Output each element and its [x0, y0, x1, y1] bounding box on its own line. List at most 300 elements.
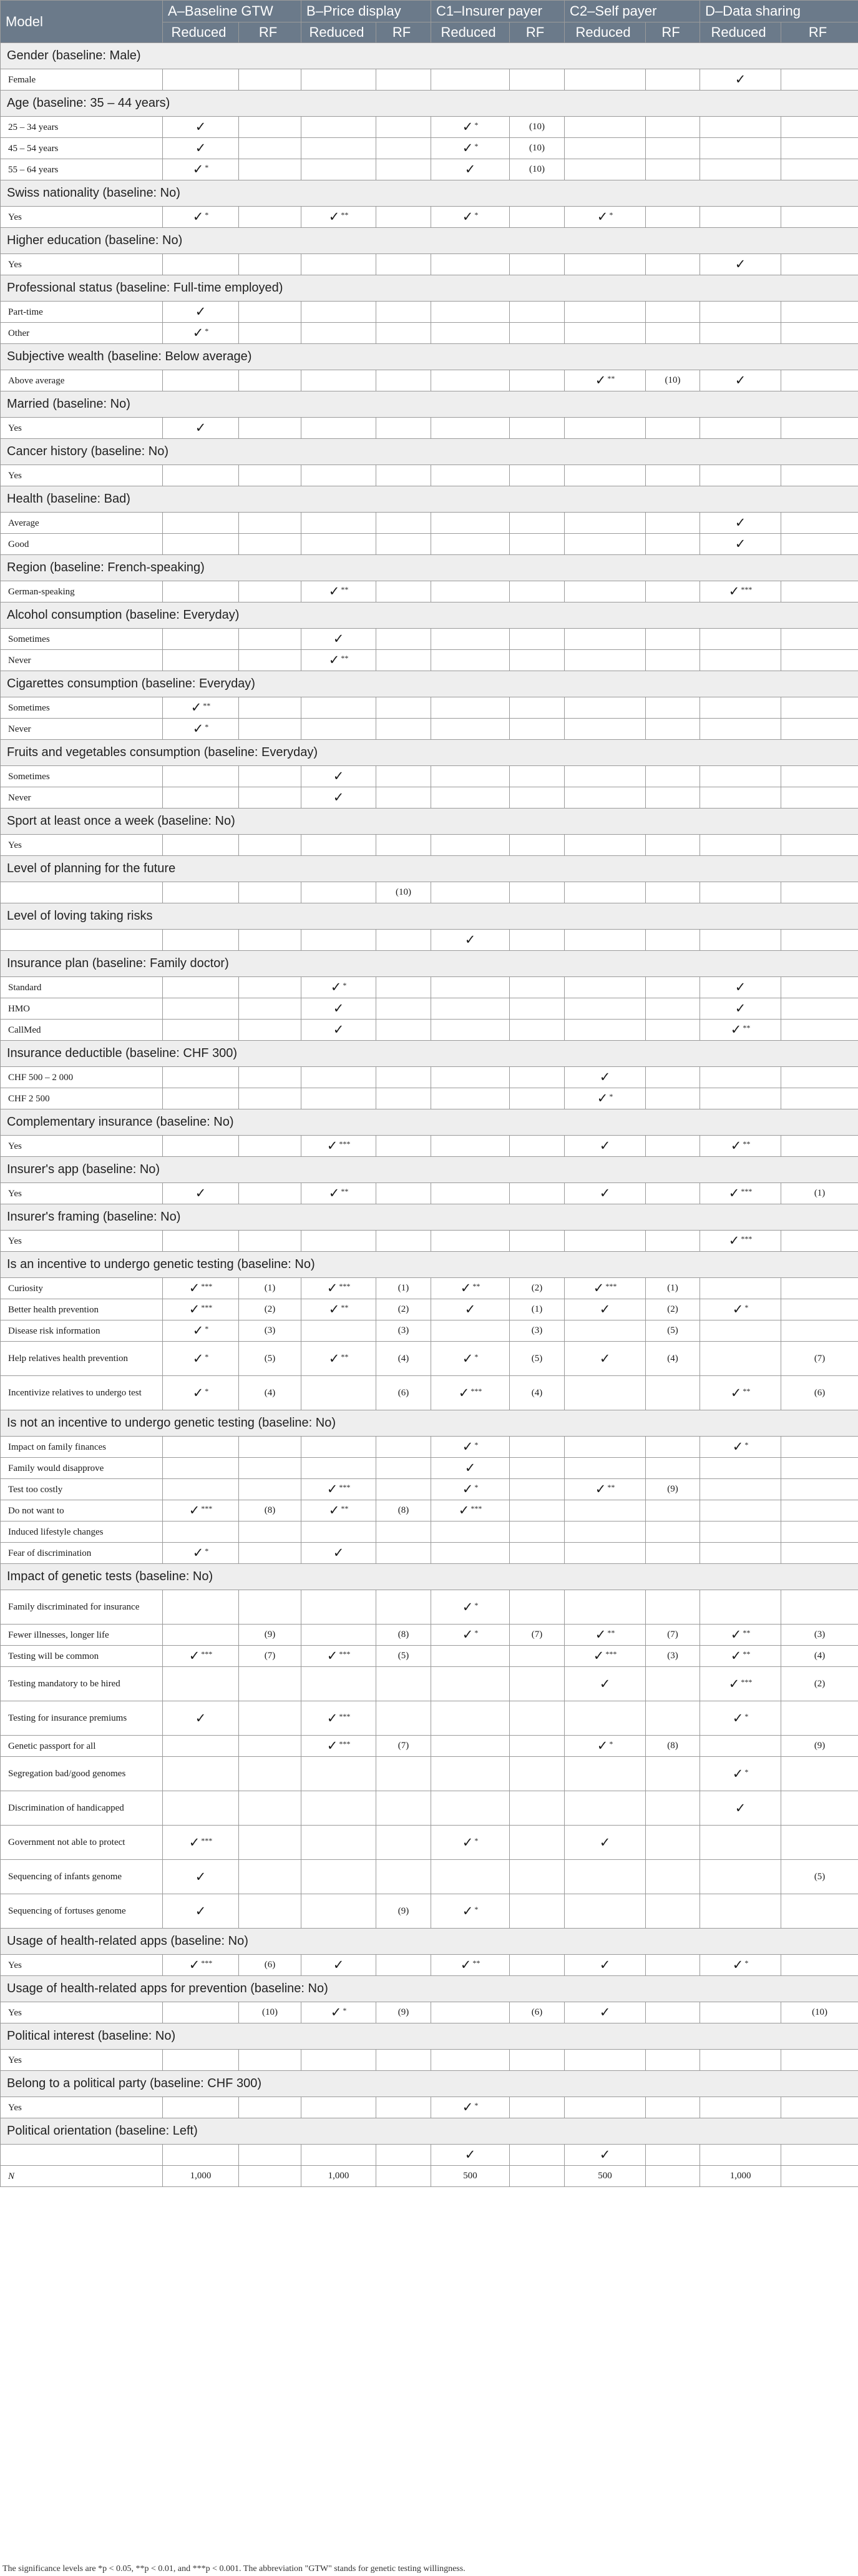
significance-stars: * [474, 1600, 479, 1610]
section-title: Alcohol consumption (baseline: Everyday) [1, 602, 858, 629]
rf-cell [646, 930, 700, 951]
significance-stars: * [474, 2101, 479, 2110]
section-header-row [1, 1252, 858, 1278]
rf-cell [646, 465, 700, 486]
reduced-cell [301, 1522, 376, 1543]
reduced-cell [163, 977, 239, 998]
row-label: Testing for insurance premiums [1, 1701, 163, 1736]
row-label: Female [1, 69, 163, 91]
reduced-cell: ✓ *** [565, 1646, 646, 1667]
rf-cell [646, 323, 700, 344]
reduced-cell [565, 138, 646, 159]
reduced-cell [700, 323, 781, 344]
rf-cell: (1) [781, 1183, 858, 1204]
rf-cell: (4) [646, 1342, 700, 1376]
table-row [1, 787, 858, 809]
reduced-cell [163, 1458, 239, 1479]
rf-cell [781, 2050, 858, 2071]
rf-cell [376, 1590, 431, 1625]
reduced-cell: ✓ *** [301, 1278, 376, 1299]
rf-cell [239, 882, 301, 903]
significance-stars: *** [201, 1959, 213, 1967]
table-body [1, 43, 858, 2187]
rf-cell [781, 1894, 858, 1929]
model-name: D–Data sharing [700, 1, 858, 22]
table-row [1, 581, 858, 602]
reduced-cell [301, 1791, 376, 1826]
rf-cell [781, 159, 858, 180]
rf-cell: (8) [646, 1736, 700, 1757]
reduced-cell [700, 697, 781, 719]
table-row [1, 719, 858, 740]
rf-cell: (2) [376, 1299, 431, 1320]
rf-cell [646, 1020, 700, 1041]
rf-cell: (10) [510, 117, 565, 138]
rf-cell [646, 1701, 700, 1736]
rf-cell [646, 1231, 700, 1252]
reduced-cell [565, 1757, 646, 1791]
rf-cell [646, 159, 700, 180]
rf-cell [376, 1757, 431, 1791]
section-header-row [1, 1157, 858, 1183]
row-label: Fewer illnesses, longer life [1, 1625, 163, 1646]
rf-cell [646, 2002, 700, 2023]
section-header-row [1, 486, 858, 513]
reduced-cell: ✓ [431, 159, 510, 180]
rf-cell: (8) [239, 1500, 301, 1522]
rf-cell [510, 370, 565, 391]
reduced-cell [431, 1136, 510, 1157]
row-label: Never [1, 719, 163, 740]
reduced-cell [700, 1500, 781, 1522]
rf-cell: (2) [646, 1299, 700, 1320]
table-row [1, 977, 858, 998]
section-header-row [1, 856, 858, 882]
rf-cell: (2) [239, 1299, 301, 1320]
reduced-cell: ✓ [301, 629, 376, 650]
table-row [1, 835, 858, 856]
table-row [1, 882, 858, 903]
table-row [1, 1320, 858, 1342]
rf-cell [510, 418, 565, 439]
section-title: Sport at least once a week (baseline: No) [1, 809, 858, 835]
rf-cell: (7) [239, 1646, 301, 1667]
row-label: Average [1, 513, 163, 534]
rf-cell [646, 1757, 700, 1791]
reduced-cell [565, 1701, 646, 1736]
table-row [1, 1088, 858, 1109]
rf-cell [646, 302, 700, 323]
significance-stars: * [474, 1440, 479, 1449]
reduced-cell [700, 1320, 781, 1342]
reduced-cell [163, 2050, 239, 2071]
section-title: Region (baseline: French-speaking) [1, 555, 858, 581]
section-title: Is not an incentive to undergo genetic testing (baseline: No) [1, 1410, 858, 1437]
significance-stars: ** [743, 1649, 751, 1658]
reduced-cell [565, 69, 646, 91]
rf-cell [376, 1701, 431, 1736]
reduced-header: Reduced [565, 22, 646, 43]
model-header-row [1, 1, 858, 22]
sample-size-cell: 500 [431, 2166, 510, 2187]
rf-cell [510, 1590, 565, 1625]
rf-cell [510, 1543, 565, 1564]
section-header-row [1, 2118, 858, 2145]
reduced-cell: ✓ ** [565, 1479, 646, 1500]
reduced-cell [163, 1088, 239, 1109]
rf-cell [646, 581, 700, 602]
row-label: Impact on family finances [1, 1437, 163, 1458]
reduced-cell [163, 2002, 239, 2023]
significance-stars: * [205, 1324, 209, 1333]
reduced-cell [301, 254, 376, 275]
reduced-cell [565, 719, 646, 740]
rf-cell [781, 1479, 858, 1500]
significance-stars: ** [341, 1352, 349, 1361]
reduced-cell: ✓ * [431, 1479, 510, 1500]
rf-cell [646, 998, 700, 1020]
rf-cell [239, 1860, 301, 1894]
rf-cell [781, 719, 858, 740]
reduced-cell: ✓ *** [163, 1299, 239, 1320]
reduced-cell: ✓ [431, 1299, 510, 1320]
reduced-cell: ✓ * [431, 207, 510, 228]
rf-cell [781, 513, 858, 534]
rf-cell [376, 69, 431, 91]
significance-stars: * [205, 1386, 209, 1395]
reduced-cell [431, 254, 510, 275]
rf-cell [646, 1955, 700, 1976]
reduced-cell [700, 1067, 781, 1088]
significance-stars: * [205, 163, 209, 172]
row-label: Help relatives health prevention [1, 1342, 163, 1376]
rf-cell [376, 1231, 431, 1252]
reduced-cell [565, 1320, 646, 1342]
significance-stars: * [205, 210, 209, 219]
row-label: Sometimes [1, 766, 163, 787]
row-label: Yes [1, 835, 163, 856]
reduced-cell: ✓ ** [163, 697, 239, 719]
row-label: Test too costly [1, 1479, 163, 1500]
reduced-cell [565, 1543, 646, 1564]
row-label [1, 882, 163, 903]
reduced-cell: ✓ ** [301, 581, 376, 602]
table-row [1, 1437, 858, 1458]
table-row [1, 1278, 858, 1299]
section-header-row [1, 2071, 858, 2097]
section-header-row [1, 740, 858, 766]
reduced-cell: ✓ * [565, 207, 646, 228]
reduced-cell: ✓ * [431, 1590, 510, 1625]
row-label: 45 – 54 years [1, 138, 163, 159]
significance-stars: ** [743, 1139, 751, 1148]
reduced-cell [431, 323, 510, 344]
reduced-cell [301, 302, 376, 323]
reduced-cell: ✓ *** [163, 1955, 239, 1976]
table-row [1, 2145, 858, 2166]
rf-cell [781, 581, 858, 602]
rf-cell [239, 207, 301, 228]
row-label: Part-time [1, 302, 163, 323]
table-row [1, 465, 858, 486]
rf-cell [781, 629, 858, 650]
rf-cell [781, 1320, 858, 1342]
reduced-cell [700, 2097, 781, 2118]
rf-cell [510, 2145, 565, 2166]
rf-cell [239, 1757, 301, 1791]
sample-size-cell [239, 2166, 301, 2187]
row-label: Sequencing of fortuses genome [1, 1894, 163, 1929]
rf-cell [781, 1067, 858, 1088]
reduced-cell [565, 465, 646, 486]
section-title: Level of planning for the future [1, 856, 858, 882]
significance-stars: *** [201, 1303, 213, 1312]
rf-cell [376, 977, 431, 998]
rf-cell [376, 254, 431, 275]
section-title: Higher education (baseline: No) [1, 228, 858, 254]
row-label: Sometimes [1, 697, 163, 719]
sample-size-cell [510, 2166, 565, 2187]
section-header-row [1, 1564, 858, 1590]
rf-cell: (2) [510, 1278, 565, 1299]
reduced-cell [163, 1791, 239, 1826]
section-header-row [1, 1204, 858, 1231]
reduced-cell: ✓ [700, 1791, 781, 1826]
reduced-cell [700, 1543, 781, 1564]
rf-cell [781, 766, 858, 787]
rf-cell [239, 465, 301, 486]
reduced-cell: ✓ [301, 1955, 376, 1976]
table-row [1, 1590, 858, 1625]
significance-stars: ** [472, 1282, 480, 1290]
row-label: Family discriminated for insurance [1, 1590, 163, 1625]
significance-stars: *** [605, 1649, 617, 1658]
rf-cell [239, 1736, 301, 1757]
rf-cell [510, 1860, 565, 1894]
rf-cell [376, 930, 431, 951]
reduced-cell [301, 1320, 376, 1342]
rf-cell [781, 117, 858, 138]
reduced-cell [565, 323, 646, 344]
reduced-cell: ✓ ** [301, 1183, 376, 1204]
rf-cell [239, 1067, 301, 1088]
significance-stars: * [744, 1711, 749, 1721]
rf-cell: (10) [646, 370, 700, 391]
significance-stars: * [609, 1092, 613, 1101]
reduced-cell [163, 581, 239, 602]
rf-cell [646, 1667, 700, 1701]
rf-cell [239, 1667, 301, 1701]
table-row [1, 1955, 858, 1976]
reduced-cell: ✓ [163, 1894, 239, 1929]
reduced-cell: ✓ * [163, 1320, 239, 1342]
rf-cell [781, 1136, 858, 1157]
table-row [1, 1299, 858, 1320]
reduced-cell: ✓ * [163, 719, 239, 740]
rf-cell [781, 2145, 858, 2166]
section-header-row [1, 228, 858, 254]
significance-stars: * [609, 210, 613, 219]
reduced-cell: ✓ * [301, 2002, 376, 2023]
rf-cell: (7) [376, 1736, 431, 1757]
rf-cell [646, 69, 700, 91]
reduced-cell [431, 534, 510, 555]
significance-stars: *** [339, 1483, 351, 1492]
rf-cell [239, 1543, 301, 1564]
table-row [1, 207, 858, 228]
reduced-cell [301, 1894, 376, 1929]
table-row [1, 159, 858, 180]
rf-cell [781, 370, 858, 391]
table-row [1, 1791, 858, 1826]
table-row [1, 1479, 858, 1500]
significance-stars: * [474, 210, 479, 219]
reduced-cell [431, 370, 510, 391]
reduced-cell [431, 787, 510, 809]
rf-cell [646, 1791, 700, 1826]
section-title: Usage of health-related apps for prevention (baseline: No) [1, 1976, 858, 2002]
significance-stars: * [744, 1767, 749, 1776]
reduced-cell [700, 1458, 781, 1479]
rf-cell: (7) [646, 1625, 700, 1646]
reduced-cell: ✓ [163, 1183, 239, 1204]
significance-stars: * [474, 142, 479, 150]
reduced-cell [163, 650, 239, 671]
table-row [1, 2097, 858, 2118]
reduced-cell: ✓ ** [700, 1020, 781, 1041]
rf-cell [239, 1437, 301, 1458]
reduced-cell: ✓ *** [700, 581, 781, 602]
reduced-cell [565, 1500, 646, 1522]
rf-cell [376, 513, 431, 534]
reduced-cell [700, 1736, 781, 1757]
rf-cell: (6) [376, 1376, 431, 1410]
reduced-cell [565, 1376, 646, 1410]
rf-cell [510, 719, 565, 740]
section-title: Gender (baseline: Male) [1, 43, 858, 69]
rf-cell [781, 1437, 858, 1458]
rf-cell [239, 2145, 301, 2166]
reduced-cell [565, 581, 646, 602]
reduced-cell: ✓ [700, 998, 781, 1020]
reduced-cell: ✓ * [565, 1736, 646, 1757]
reduced-cell [163, 1757, 239, 1791]
table-row [1, 2002, 858, 2023]
row-label: Yes [1, 418, 163, 439]
rf-cell [510, 629, 565, 650]
reduced-cell: ✓ *** [301, 1701, 376, 1736]
reduced-cell: ✓ [700, 513, 781, 534]
reduced-cell [163, 998, 239, 1020]
reduced-cell [431, 1736, 510, 1757]
row-label: 55 – 64 years [1, 159, 163, 180]
reduced-cell: ✓ [700, 370, 781, 391]
rf-cell: (10) [510, 159, 565, 180]
rf-cell [510, 1646, 565, 1667]
reduced-cell [163, 465, 239, 486]
reduced-cell: ✓ * [163, 1543, 239, 1564]
table-row [1, 513, 858, 534]
reduced-cell [163, 2145, 239, 2166]
section-header-row [1, 391, 858, 418]
rf-cell [781, 1500, 858, 1522]
reduced-cell [163, 1136, 239, 1157]
rf-cell [646, 1860, 700, 1894]
significance-stars: ** [341, 585, 349, 594]
rf-cell [510, 1458, 565, 1479]
rf-cell [510, 1437, 565, 1458]
rf-cell: (3) [781, 1625, 858, 1646]
reduced-cell [700, 138, 781, 159]
reduced-cell [431, 766, 510, 787]
section-title: Complementary insurance (baseline: No) [1, 1109, 858, 1136]
rf-cell [646, 1522, 700, 1543]
reduced-cell [431, 1522, 510, 1543]
row-label: Yes [1, 1136, 163, 1157]
reduced-cell [565, 977, 646, 998]
rf-cell [510, 1894, 565, 1929]
reduced-cell [565, 835, 646, 856]
reduced-cell: ✓ [565, 1826, 646, 1860]
reduced-cell [565, 787, 646, 809]
reduced-cell: ✓ * [163, 1376, 239, 1410]
reduced-cell: ✓ *** [301, 1136, 376, 1157]
rf-cell: (1) [510, 1299, 565, 1320]
rf-cell [239, 1231, 301, 1252]
reduced-cell [431, 1667, 510, 1701]
section-title: Insurance plan (baseline: Family doctor) [1, 951, 858, 977]
reduced-cell: ✓ *** [431, 1376, 510, 1410]
significance-stars: ** [203, 701, 211, 710]
row-label: CallMed [1, 1020, 163, 1041]
reduced-cell: ✓ [700, 69, 781, 91]
rf-cell [239, 835, 301, 856]
rf-cell [510, 302, 565, 323]
table-row [1, 1736, 858, 1757]
rf-cell: (10) [239, 2002, 301, 2023]
reduced-cell [565, 998, 646, 1020]
rf-cell [239, 2050, 301, 2071]
reduced-cell [565, 2050, 646, 2071]
significance-stars: *** [605, 1282, 617, 1290]
significance-stars: * [205, 1352, 209, 1361]
rf-cell [239, 1458, 301, 1479]
rf-cell [510, 1522, 565, 1543]
significance-stars: *** [339, 1282, 351, 1290]
rf-cell [376, 138, 431, 159]
section-title: Professional status (baseline: Full-time employed) [1, 275, 858, 302]
reduced-cell [700, 1860, 781, 1894]
sample-size-label: N [1, 2166, 163, 2187]
reduced-cell: ✓ *** [163, 1646, 239, 1667]
rf-cell [781, 1543, 858, 1564]
significance-stars: *** [201, 1649, 213, 1658]
rf-cell [646, 1543, 700, 1564]
section-header-row [1, 903, 858, 930]
reduced-cell [301, 1088, 376, 1109]
rf-cell: (5) [510, 1342, 565, 1376]
table-row [1, 1894, 858, 1929]
table-row [1, 650, 858, 671]
table-row [1, 1231, 858, 1252]
rf-cell [376, 787, 431, 809]
significance-stars: ** [743, 1386, 751, 1395]
reduced-cell [431, 1067, 510, 1088]
rf-cell: (9) [646, 1479, 700, 1500]
reduced-cell: ✓ [163, 418, 239, 439]
rf-cell [646, 1500, 700, 1522]
reduced-cell [431, 1701, 510, 1736]
